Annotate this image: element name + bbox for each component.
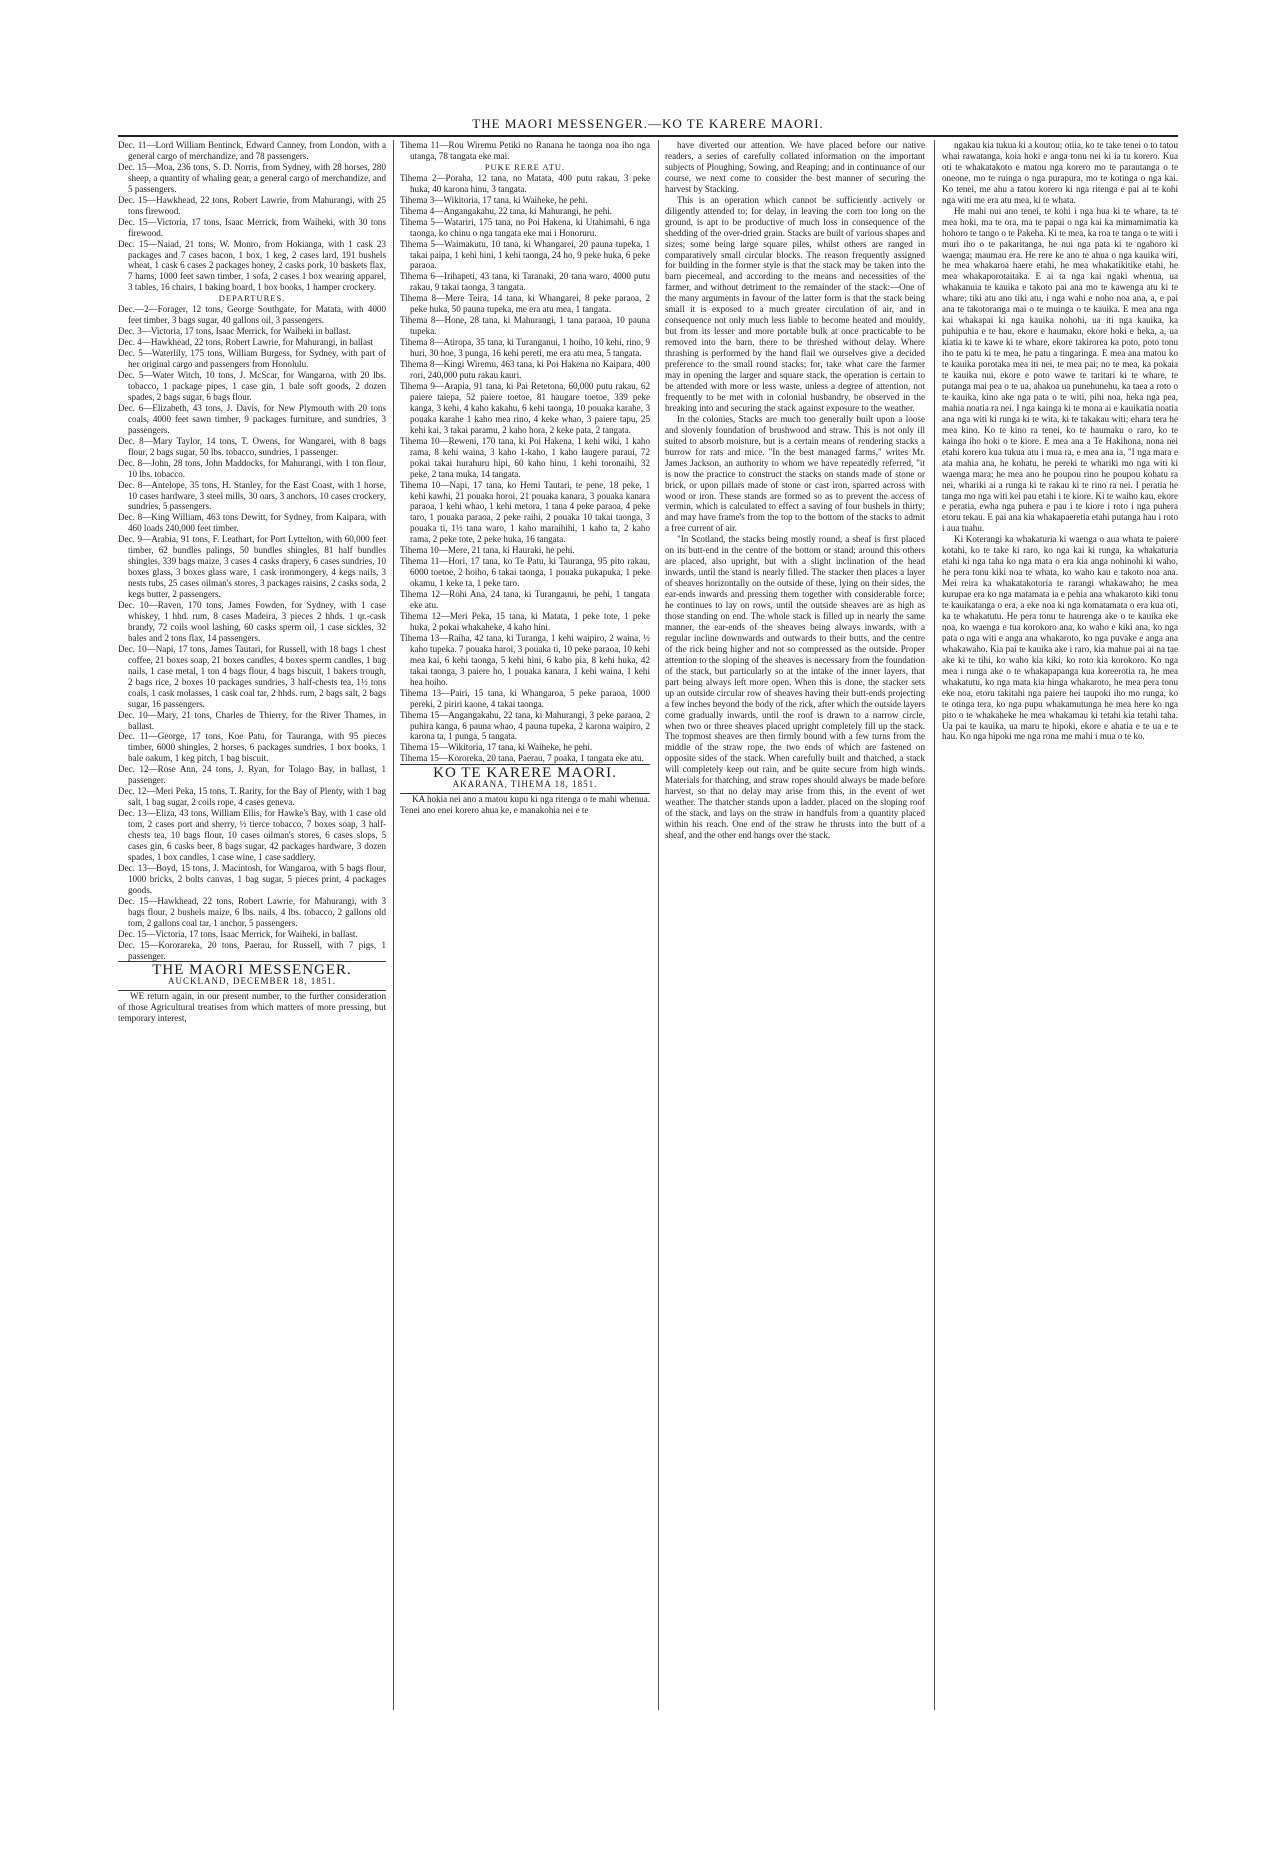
departure-entry: Dec. 10—Napi, 17 tons, James Tautari, for Russell, with 18 bags 1 chest coffee, 21 boxes soap, 21 boxes candles, 4 boxes sperm candles, 1 bag nails, 1 case metal, 1 ton 4 bags flour, 4 bags biscuit, 1 bakers trough, 2 bags rice, 2 boxes 10 packages sundries, 3 half-chests tea, 1½ tons coals, 1 cask molasses, 1 cask coal tar, 2 hhds. rum, 2 bags salt, 2 bags sugar, 16 passengers. xyxy=(118,643,386,709)
departures-heading: DEPARTURES. xyxy=(218,293,286,304)
maori-departure-entry: Tihema 10—Reweni, 170 tana, ki Poi Hakena, 1 kehi wiki, 1 kaho rama, 8 kehi waina, 3 kaho 1-kaho, 1 kaho laugere paraui, 72 pokai takai hurahuru hipi, 60 kaho hinu, 1 kehi toronaihi, 32 peke, 2 tana muka, 14 tangata. xyxy=(400,435,650,479)
departure-entry: Dec. 8—John, 28 tons, John Maddocks, for Mahurangi, with 1 ton flour, 10 lbs. tobacco. xyxy=(118,457,386,479)
maori-departure-entry: Tihema 15—Angangakahu, 22 tana, ki Mahurangi, 3 peke paraoa, 2 puhira kanga, 6 pauna whao, 4 pauna tupeka, 2 karona waipiro, 2 karona ta, 1 punga, 5 tangata. xyxy=(400,709,650,742)
maori-departure-entry: Tihema 15—Wikitoria, 17 tana, ki Waiheke, he pehi. xyxy=(400,742,593,753)
departure-entry: Dec. 9—Arabia, 91 tons, F. Leathart, for Port Lyttelton, with 60,000 feet timber, 62 bundles palings, 50 bundles shingles, 81 half bundles shingles, 339 bags maize, 3 cases 4 casks drapery, 6 cases sundries, 10 boxes glass, 3 boxes glass ware, 1 cask ironmongery, 4 kegs nails, 3 nests tubs, 25 cases oilman's stores, 3 packages raisins, 2 casks soda, 2 kegs butter, 2 passengers. xyxy=(118,534,386,600)
arrival-entry: Dec. 15—Victoria, 17 tons, Isaac Merrick, from Waiheki, with 30 tons firewood. xyxy=(118,216,386,238)
departure-entry: Dec. 12—Meri Peka, 15 tons, T. Rarity, for the Bay of Plenty, with 1 bag salt, 1 bag sugar, 2 coils rope, 4 cases geneva. xyxy=(118,786,386,808)
maori-departure-entry: Tihema 13—Pairi, 15 tana, ki Whangaroa, 5 peke paraoa, 1000 pereki, 2 piriri kaone, 4 takai taonga. xyxy=(400,687,650,709)
column-rule-3 xyxy=(934,140,935,1710)
departure-entry: Dec. 15—Kororareka, 20 tons, Paerau, for Russell, with 7 pigs, 1 passenger. xyxy=(118,939,386,961)
maori-article-paragraph: He mahi nui ano tenei, te kohi i nga hua ki te whare, ta te mea hoki, ma te ora, ma te papai o nga kai ka mimamimatia ka hohoro te tango o te Pakeha. Ki te mea, ka roa te tanga o te witi i muri iho o te pakaritanga, he nui nga pata ki te ngahoro ki waenga; maumau era. He rere ke ano te ahua o nga kauika witi, he mea whakaroa haere etahi, he mea whakatikitike etahi, he mea whakaporotaitaka. E ai ta nga kai ngaki whenua, ua whakanuia te kauika e takoto pai ana mo te kawenga atu ki te whare; tiki atu ano tiki atu, i nga wahi e noho noa ana, a, e pai ana te takotoranga mai o te muinga o te kauika. E mea ana nga kai whakapai ki nga kauika nohohi, ua iti nga kauika, ka puhipuhia e te hau, ekore e haumaku, ekore hoki e heka, a, ua kiatia ki te kawe ki te whare, ekore takirorea ka poto, poto tonu iho te patu ki te mea, he patu a tingaringa. E mea ana matou ko te kauika porotaka mea iti nei, te mea pai; no te mea, ka pokaia te kauika nui, ekore e poto wawe te taritari ki te whare, te putanga mai pea o te ua, ahakoa ua punehunehu, ka taea a roto o te kauika, kino ake nga pata o te witi, pihi noa, heka nga pea, mahia noatia ra nei. I nga kainga ki te mona ai e kauikatia noatia ana nga witi ki runga ki te wita, ki te takakau witi; ehara tera he mea kino. Ko te kino ra tenei, ko te haumaku o raro, ko te kainga iho hoki o te kiore. E mea ana a Te Hakihona, nona nei etahi korero kua tukua atu i mua ra, e mea ana ia, "I nga mara e ata mahia ana, he kohatu, he pereki te whariki mo nga witi ki waenga mara; he mea ano he poupou rino he poupou kohatu ra nei, whariki ai a runga ki te rakau ki te rino ra nei. I peratia he tanga mo nga witi kei pau etahi i te kiore. Ki te waiho kau, ekore e peratia, ewha nga puhera e pau i te kiore i roto i nga puhera etoru tekau. E pai ana kia whakapaeretia etahi putanga hau i roto i aua tuahu. xyxy=(942,205,1178,534)
masthead-title: THE MAORI MESSENGER.—KO TE KARERE MAORI. xyxy=(466,116,829,131)
departure-entry: Dec. 13—Eliza, 43 tons, William Ellis, for Hawke's Bay, with 1 case old tom, 2 cases port and sherry, ½ tierce tobacco, 7 boxes soap, 3 half-chests tea, 10 bags flour, 10 cases oilman's stores, 6 cases slops, 5 cases gin, 6 casks beer, 8 bags sugar, 42 packages hardware, 3 dozen spades, 1 box candles, 1 case wine, 1 case saddlery. xyxy=(118,808,386,862)
maori-departure-entry: Tihema 15—Kororeka, 20 tana, Paerau, 7 poaka, 1 tangata eke atu. xyxy=(400,753,644,764)
maori-departure-entry: Tihema 5—Watariri, 175 tana, no Poi Hakena, ki Utahimahi, 6 nga taonga, ko chinu o nga tangata eke mai i Honoruru. xyxy=(400,216,650,238)
masthead xyxy=(118,116,1178,138)
english-dateline: AUCKLAND, DECEMBER 18, 1851. xyxy=(118,976,386,991)
maori-section-title: KO TE KARERE MAORI. xyxy=(400,764,650,779)
maori-arrival-entry: Tihema 11—Rou Wiremu Petiki no Ranana he taonga noa iho nga utanga, 78 tangata eke mai. xyxy=(400,140,650,161)
arrival-entry: Dec. 15—Naiad, 21 tons, W. Monro, from Hokianga, with 1 cask 23 packages and 7 cases bacon, 1 box, 1 keg, 2 cases lard, 191 bushels wheat, 1 cask 6 cases 2 packages honey, 2 casks pork, 10 baskets flax, 7 hams, 1000 feet sawn timber, 1 sofa, 2 cases 1 box wearing apparel, 3 tables, 16 chairs, 1 baking board, 1 box books, 1 hamper crockery. xyxy=(118,238,386,293)
departure-entry: Dec. 15—Victoria, 17 tons, Isaac Merrick, for Waiheki, in ballast. xyxy=(118,928,358,939)
column-rule-1 xyxy=(393,140,394,1710)
departure-entry: Dec. 13—Boyd, 15 tons, J. Macintosh, for Wangaroa, with 5 bags flour, 1000 bricks, 2 bolts canvas, 1 bag sugar, 5 pieces print, 4 packages goods. xyxy=(118,862,386,895)
departure-entry: Dec. 8—Mary Taylor, 14 tons, T. Owens, for Wangarei, with 8 bags flour, 2 bags sugar, 50 lbs. tobacco, sundries, 1 passenger. xyxy=(118,435,386,457)
arrivals-list xyxy=(118,140,386,293)
departures-list xyxy=(118,304,386,961)
column-maori-shipping xyxy=(400,140,650,1840)
column-english-shipping xyxy=(118,140,386,1840)
maori-departure-entry: Tihema 9—Arapia, 91 tana, ki Pai Retetona, 60,000 putu rakau, 62 paiere taiepa, 52 paiere toetoe, 81 haugare toetoe, 339 peke kanga, 3 kehi, 4 kaho kakahu, 6 kehi taonga, 10 pouaka karahe, 3 pouaka karahe 1 kaho mea rino, 4 keke whao, 3 paiere tapu, 25 kehi kai, 3 takai paramu, 2 kaho hora, 2 keke pata, 2 tangata. xyxy=(400,380,650,435)
arrival-entry: Dec. 15—Moa, 236 tons, S. D. Norris, from Sydney, with 28 horses, 280 sheep, a quantity of whaling gear, a general cargo of merchandize, and 5 passengers. xyxy=(118,161,386,194)
departure-entry: Dec. 4—Hawkhead, 22 tons, Robert Lawrie, for Mahurangi, in ballast xyxy=(118,337,374,348)
maori-departure-entry: Tihema 12—Meri Peka, 15 tana, ki Matata, 1 peke tote, 1 peke huka, 2 pokai whakaheke, 4 kaho hini. xyxy=(400,610,650,632)
article-paragraph: have diverted our attention. We have placed before our native readers, a series of carefully collated information on the important subjects of Ploughing, Sowing, and Reaping; and in continuance of our course, we next come to consider the best manner of securing the harvest by Stacking. xyxy=(665,140,925,194)
maori-article-body xyxy=(942,140,1178,742)
maori-departure-entry: Tihema 11—Hori, 17 tana, ko Te Patu, ki Tauranga, 95 pito rakau, 6000 toetoe, 2 hoiho, 6 takai taonga, 1 pouaka pukapuka, 1 peke okamu, 1 keke ta, 1 peke taro. xyxy=(400,556,650,589)
maori-departure-entry: Tihema 10—Mere, 21 tana, ki Hauraki, he pehi. xyxy=(400,545,575,556)
departure-entry: Dec. 15—Hawkhead, 22 tons, Robert Lawrie, for Mahurangi, with 3 bags flour, 2 bushels maize, 6 lbs. nails, 4 lbs. tobacco, 2 gallons old tom, 2 gallons coal tar, 1 anchor, 5 passengers. xyxy=(118,895,386,928)
departure-entry: Dec. 5—Water Witch, 10 tons, J. McScar, for Wangaroa, with 20 lbs. tobacco, 1 package pipes, 1 case gin, 1 bale soft goods, 2 dozen spades, 2 bags sugar, 6 bags flour. xyxy=(118,370,386,402)
maori-departure-entry: Tihema 8—Mere Teira, 14 tana, ki Whangarei, 8 peke paraoa, 2 peke huka, 50 pauna tupeka, me era atu mea, 1 tangata. xyxy=(400,293,650,315)
arrival-entry: Dec. 11—Lord William Bentinck, Edward Canney, from London, with a general cargo of merchandize, and 78 passengers. xyxy=(118,140,386,161)
maori-article-start: KA hokia nei ano a matou kupu ki nga ritenga o te mahi whenua. Tenei ano enei korero ahua ke, e manakohia nei e te xyxy=(400,794,650,816)
arrival-entry: Dec. 15—Hawkhead, 22 tons, Robert Lawrie, from Mahurangi, with 25 tons firewood. xyxy=(118,194,386,216)
maori-departure-entry: Tihema 12—Rohi Ana, 24 tana, ki Turangauui, he pehi, 1 tangata eke atu. xyxy=(400,589,650,611)
column-maori-article xyxy=(942,140,1178,1840)
maori-dateline: AKARANA, TIHEMA 18, 1851. xyxy=(400,779,650,794)
maori-article-paragraph: ngakau kia tukua ki a koutou; otiia, ko te take tenei o to tatou whai rawatanga, koia hoki e anga tonu nei ki ia tu korero. Kua oti te whakatakoto e matou nga korero mo te parautanga o te oneone, mo te ruinga o nga purapura, mo te kotinga o nga kai. Ko tenei, me ahu a tatou korero ki nga ritenga e pai ai te kohi nga witi me era atu mea, ki te whata. xyxy=(942,140,1178,205)
maori-departures-heading: PUKE RERE ATU. xyxy=(484,161,566,172)
english-section-title: THE MAORI MESSENGER. xyxy=(118,961,386,976)
maori-arrivals-list xyxy=(400,140,650,162)
departure-entry: Dec. 8—King William, 463 tons Dewitt, for Sydney, from Kaipara, with 460 loads 240,000 feet timber. xyxy=(118,512,386,534)
departure-entry: Dec. 10—Raven, 170 tons, James Fowden, for Sydney, with 1 case whiskey, 1 hhd. rum, 8 cases Madeira, 3 pieces 2 hhds. 1 qr.-cask brandy, 72 coils wool lashing, 60 casks sperm oil, 1 case sickles, 32 bales and 2 tons flax, 14 passengers. xyxy=(118,600,386,643)
departure-entry: Dec. 6—Elizabeth, 43 tons, J. Davis, for New Plymouth with 20 tons coals, 4000 feet sawn timber, 9 packages furniture, and sundries, 3 passengers. xyxy=(118,402,386,435)
departure-entry: Dec.—2—Forager, 12 tons, George Southgate, for Matata, with 4000 feet timber, 3 bags sugar, 40 gallons oil, 3 passengers. xyxy=(118,304,386,326)
maori-departure-entry: Tihema 8—Kingi Wiremu, 463 tana, ki Poi Hakena no Kaipara, 400 rori, 240,000 putu rakau kauri. xyxy=(400,359,650,381)
maori-departures-list xyxy=(400,173,650,764)
departure-entry: Dec. 12—Rose Ann, 24 tons, J. Ryan, for Tolago Bay, in ballast, 1 passenger. xyxy=(118,764,386,786)
column-rule-2 xyxy=(658,140,659,1710)
maori-departure-entry: Tihema 10—Napi, 17 tana, ko Hemi Tautari, te pene, 18 peke, 1 kehi kawhi, 21 pouaka horoi, 21 pouaka kanara, 3 pouaka kanara paraoa, 1 kehi whao, 1 kehi metora, 1 tana 4 peke paraoa, 4 peke taro, 1 pouaka paraoa, 2 peke raihi, 2 pouaka 10 takai taonga, 3 pouaka ti, 1½ tana waro, 1 kaho maraihihi, 1 kaho ta, 2 kaho rama, 2 peke tote, 2 peke huka, 16 tangata. xyxy=(400,479,650,545)
article-paragraph: "In Scotland, the stacks being mostly round, a sheaf is first placed on its butt-end in the centre of the bottom or stand; around this others are placed, also upright, but with a slight inclination of the head inwards, until the stand is nearly filled. The stacker then places a layer of sheaves horizontally on the outside of these, lying on their sides, the ear-ends inwards and pressing them together with considerable force; he continues to lay on rows, until the outside sheaves are as high as those standing on end. The whole stack is filled up in nearly the same manner, the ear-ends of the sheaves being always inwards, with a regular incline downwards and outwards to their butts, and the centre of the rick being higher and not so compressed as the outside. Proper attention to the sloping of the sheaves is necessary from the foundation of the stack, but particularly so at the intake of the inner layers, that part being always left more open. When this is done, the stacker sets up an outside circular row of sheaves having their butt-ends projecting a few inches beyond the body of the rick, after which the outside layers come gradually inwards, until the roof is drawn to a narrow circle, when two or three sheaves placed upright completely fill up the stack. The topmost sheaves are then firmly bound with a few turns from the middle of the straw rope, the two ends of which are fastened on opposite sides of the stack. When carefully built and thatched, a stack will completely keep out rain, and be quite secure from high winds. Materials for thatching, and straw ropes should always be made before harvest, so that no delay may arise from this, in the event of wet weather. The thatcher stands upon a ladder, placed on the sloping roof of the stack, and lays on the straw in handfuls from a quantity placed within his reach. One end of the straw he thrusts into the butt of a sheaf, and the other end hangs over the stack. xyxy=(665,534,925,841)
departure-entry: Dec. 8—Antelope, 35 tons, H. Stanley, for the East Coast, with 1 horse, 10 cases hardware, 3 steel mills, 30 oars, 3 anchors, 10 cases crockery, sundries, 5 passengers. xyxy=(118,479,386,512)
departure-entry: Dec. 3—Victoria, 17 tons, Isaac Merrick, for Waiheki in ballast. xyxy=(118,326,351,337)
maori-departure-entry: Tihema 4—Angangakahu, 22 tana, ki Mahurangi, he pehi. xyxy=(400,205,613,216)
article-paragraph: This is an operation which cannot be sufficiently actively or diligently attended to; for delay, in leaving the corn too long on the ground, is apt to be productive of much loss in consequence of the shedding of the over-dried grain. Stacks are built of various shapes and sizes; some being large square piles, whilst others are ranged in comparatively small circular blocks. The reason frequently assigned for building in the former style is that the stack may be taken into the barn piecemeal, and according to the means and necessities of the farmer, and without detriment to the remainder of the stack:—One of the many arguments in favour of the latter form is that the stack being small it is exposed to a much greater circulation of air, and in consequence not only much less liable to become heated and mouldy, but from its lesser and more portable bulk at once practicable to be removed into the barn, there to be threshed without delay. Where thrashing is performed by the hand flail we ourselves give a decided preference to the small round stacks; for, take what care the farmer may in opening the larger and square stack, the operation is certain to be attended with more or less waste, unless a degree of attention, not frequently to be met with in colonial husbandry, be observed in the breaking into and securing the stack against exposure to the weather. xyxy=(665,194,925,413)
maori-departure-entry: Tihema 8—Atiropa, 35 tana, ki Turanganui, 1 hoiho, 10 kehi, rino, 9 huri, 30 hoe, 3 punga, 16 kehi pereti, me era atu mea, 5 tangata. xyxy=(400,337,650,359)
masthead-rule xyxy=(118,135,1178,137)
english-article-body xyxy=(665,140,925,841)
maori-departure-entry: Tihema 6—Irihapeti, 43 tana, ki Taranaki, 20 tana waro, 4000 putu rakau, 9 takai taonga, 3 tangata. xyxy=(400,271,650,293)
maori-departure-entry: Tihema 8—Hone, 28 tana, ki Mahurangi, 1 tana paraoa, 10 pauna tupeka. xyxy=(400,315,650,337)
maori-departure-entry: Tihema 3—Wikitoria, 17 tana, ki Waiheke, he pehi. xyxy=(400,194,588,205)
english-article-start: WE return again, in our present number, to the further consideration of those Agricultural treatises from which matters of more pressing, but temporary interest, xyxy=(118,991,386,1024)
maori-departure-entry: Tihema 5—Waimakutu, 10 tana, ki Whangarei, 20 pauna tupeka, 1 takai paipa, 1 kehi hini, 1 kehi taonga, 24 ho, 9 peke huka, 6 peke paraoa. xyxy=(400,238,650,271)
departure-entry: Dec. 10—Mary, 21 tons, Charles de Thierry, for the River Thames, in ballast. xyxy=(118,709,386,731)
maori-article-paragraph: Ki Koterangi ka whakaturia ki waenga o aua whata te paiere kotahi, ko te take ki raro, ko nga kai ki runga, ka whakaturia etahi ki nga taha ko nga mata o era kia anga nohinohi ki waho, he pera tonu kiki noa te whata, ko waho kau e takoto noa ana. Mei reira ka whakatakotoria te rarangi whakawaho; he mea kurupae era ko nga matamata ia e pehia ana whakaroto kiki tonu te kauikatanga o era, a eke noa ki nga komatamata o era kua oti, ka te whakatutu. He pera tonu te haurenga ake o te kauika eke noa, ko waenga e tua korokoro ana, ko waho e kiki ana, ko nga pata o nga witi e anga ana whakaroto, ko nga puvake e anga ana whakawaho. Kia pai te kauika ake i raro, kia mahue pai ai na tae ake ki te tihi, ko waho kia kiki, ko roto kia korokoro. Ko nga mea i runga ake o te whakapapanga kua koreerotia ra, he mea whakatutu, ko nga mata kia hinga whakaroto, he mea pera tonu eke noa, etoru takitahi nga paiere hei taupoki iho mo runga, ko te otinga tera, ko nga pupu whakamutunga he mea here ko nga pito o te whakaheke he mea whakamau ki tetahi kia tetahi taha. Ua pai te kauika, ua maru te hipoki, ekore e ahatia e te ua e te hau. Ko nga hipoki me nga rona me mahi i mua o te ko. xyxy=(942,534,1178,742)
article-paragraph: In the colonies, Stacks are much too generally built upon a loose and slovenly foundation of brushwood and straw. This is not only ill suited to absorb moisture, but is a certain means of rendering stacks a burrow for rats and mice. "In the best managed farms," writes Mr. James Jackson, an authority to whom we have repeatedly referred, "it is now the practice to construct the stacks on stands made of stone or brick, or upon pillars made of stone or cast iron, sparred across with wood or iron. These stands are formed so as to prevent the access of vermin, which is calculated to effect a saving of four bushels in thirty; and may have frame's from the top to the bottom of the stacks to admit a free current of air. xyxy=(665,413,925,534)
departure-entry: Dec. 11—George, 17 tons, Koe Patu, for Tauranga, with 95 pieces timber, 6000 shingles, 2 horses, 6 packages sundries, 1 box books, 1 bale oakum, 1 keg pitch, 1 bag biscuit. xyxy=(118,731,386,764)
departure-entry: Dec. 5—Waterlily, 175 tons, William Burgess, for Sydney, with part of her original cargo and passengers from Honolulu. xyxy=(118,348,386,370)
column-english-article xyxy=(665,140,925,1840)
maori-departure-entry: Tihema 13—Raiha, 42 tana, ki Turanga, 1 kehi waipiro, 2 waina, ½ kaho tupeka. 7 pouaka haroi, 3 pouaka ti, 10 peke paraoa, 10 kehi mea kai, 6 kehi taonga, 5 kehi hini, 6 kaho pia, 8 kehi huka, 42 takai taonga, 3 paiere ho, 1 pouaka kanara, 1 kehi waina, 1 kehi hea hoiho. xyxy=(400,632,650,687)
maori-departure-entry: Tihema 2—Poraha, 12 tana, no Matata, 400 putu rakau, 3 peke huka, 40 karona hinu, 3 tangata. xyxy=(400,172,650,194)
